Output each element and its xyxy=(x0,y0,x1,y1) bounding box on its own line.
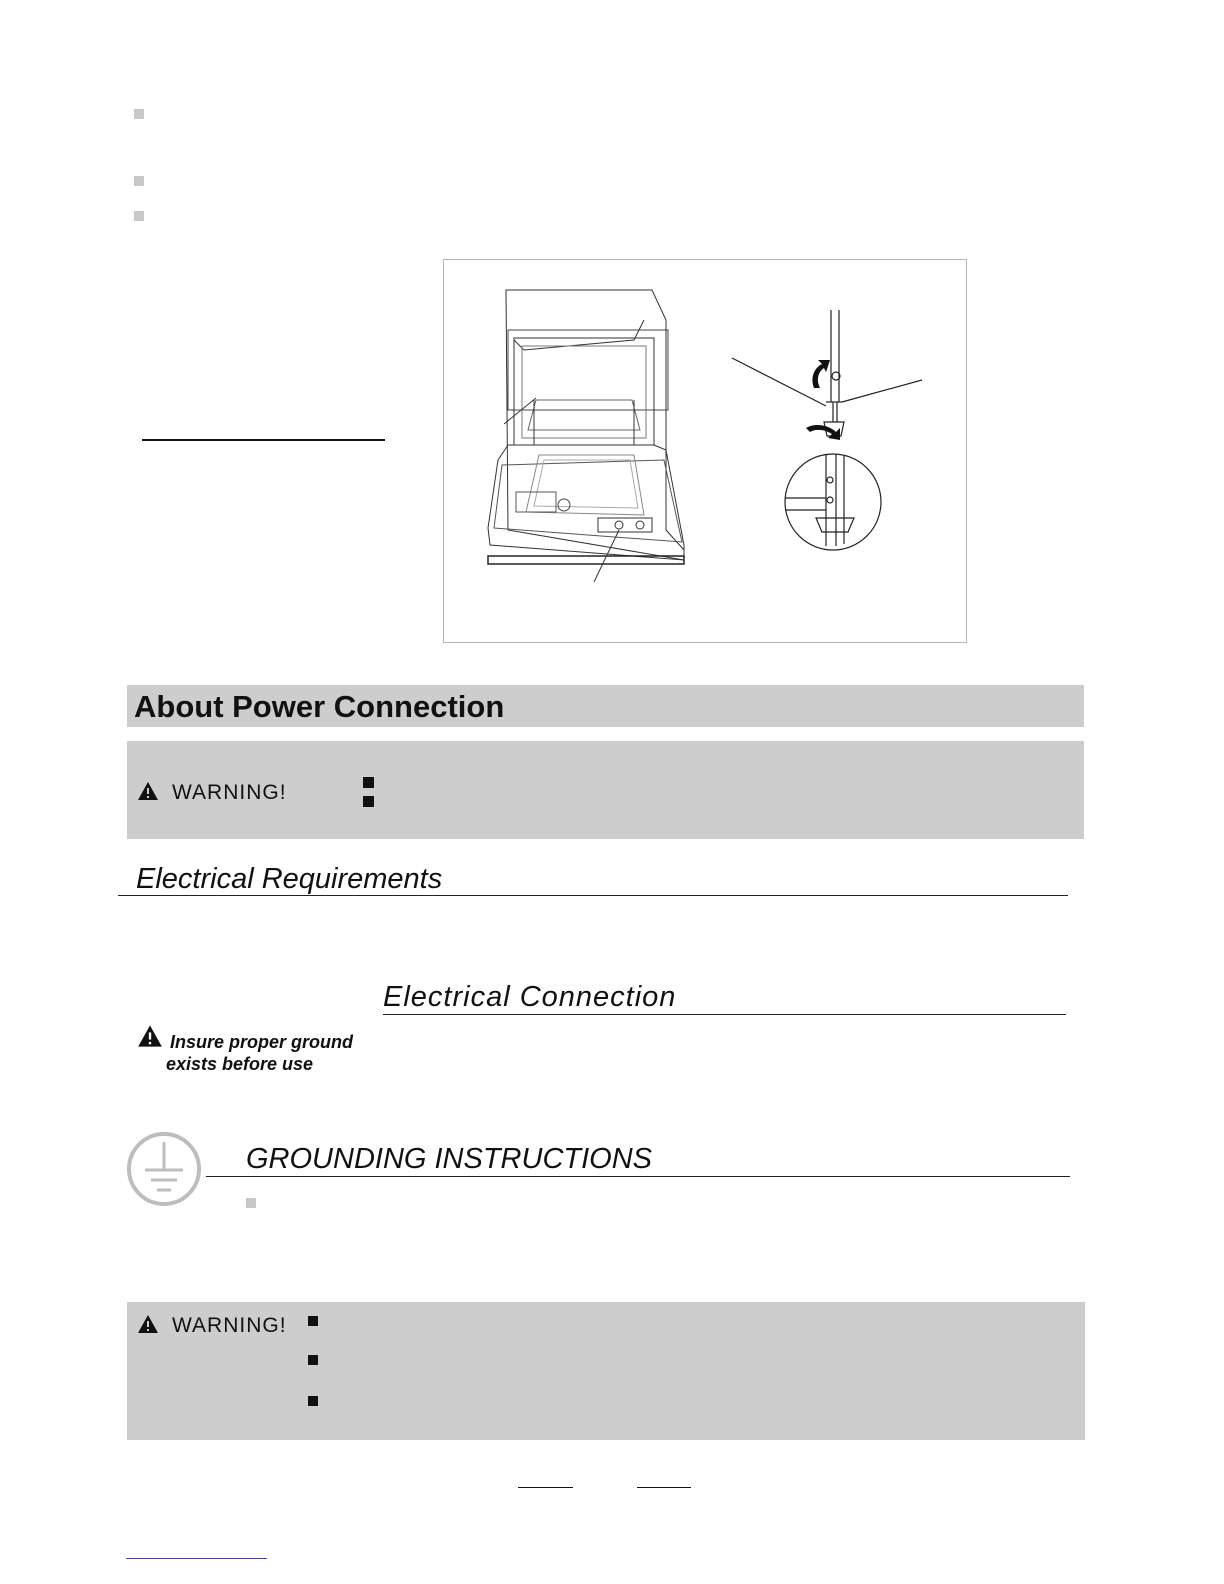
figure-caption-underline xyxy=(142,439,385,441)
bullet-square xyxy=(308,1316,318,1326)
bullet-square xyxy=(308,1355,318,1365)
footer-underline xyxy=(637,1487,691,1488)
ground-symbol-icon xyxy=(125,1130,205,1210)
section-title-electrical-requirements: Electrical Requirements xyxy=(136,863,443,895)
warning-triangle-icon xyxy=(137,1024,163,1048)
warning-label-top: WARNING! xyxy=(172,781,287,804)
section-title-electrical-connection: Electrical Connection xyxy=(383,981,677,1013)
section-title-power-connection: About Power Connection xyxy=(134,689,505,724)
warning-triangle-icon xyxy=(137,781,159,801)
warning-triangle-icon xyxy=(137,1314,159,1334)
bullet-square xyxy=(134,211,144,221)
bullet-square xyxy=(246,1198,256,1208)
section-title-grounding: GROUNDING INSTRUCTIONS xyxy=(246,1143,652,1175)
bullet-square xyxy=(134,109,144,119)
leveling-illustration xyxy=(443,259,967,643)
section-header-band xyxy=(127,685,1084,727)
warning-band-bottom xyxy=(127,1302,1085,1440)
footer-underline xyxy=(518,1487,573,1488)
dishwasher-drawing xyxy=(444,260,966,642)
divider xyxy=(206,1176,1070,1177)
divider xyxy=(118,895,1068,896)
footer-link-underline[interactable] xyxy=(126,1558,267,1559)
ground-note-line2: exists before use xyxy=(166,1054,314,1074)
bullet-square xyxy=(134,176,144,186)
divider xyxy=(383,1014,1066,1015)
ground-note-line1: Insure proper ground xyxy=(170,1032,354,1052)
bullet-square xyxy=(363,777,374,788)
warning-label-bottom: WARNING! xyxy=(172,1314,287,1337)
bullet-square xyxy=(308,1396,318,1406)
warning-band-top xyxy=(127,741,1084,839)
bullet-square xyxy=(363,796,374,807)
